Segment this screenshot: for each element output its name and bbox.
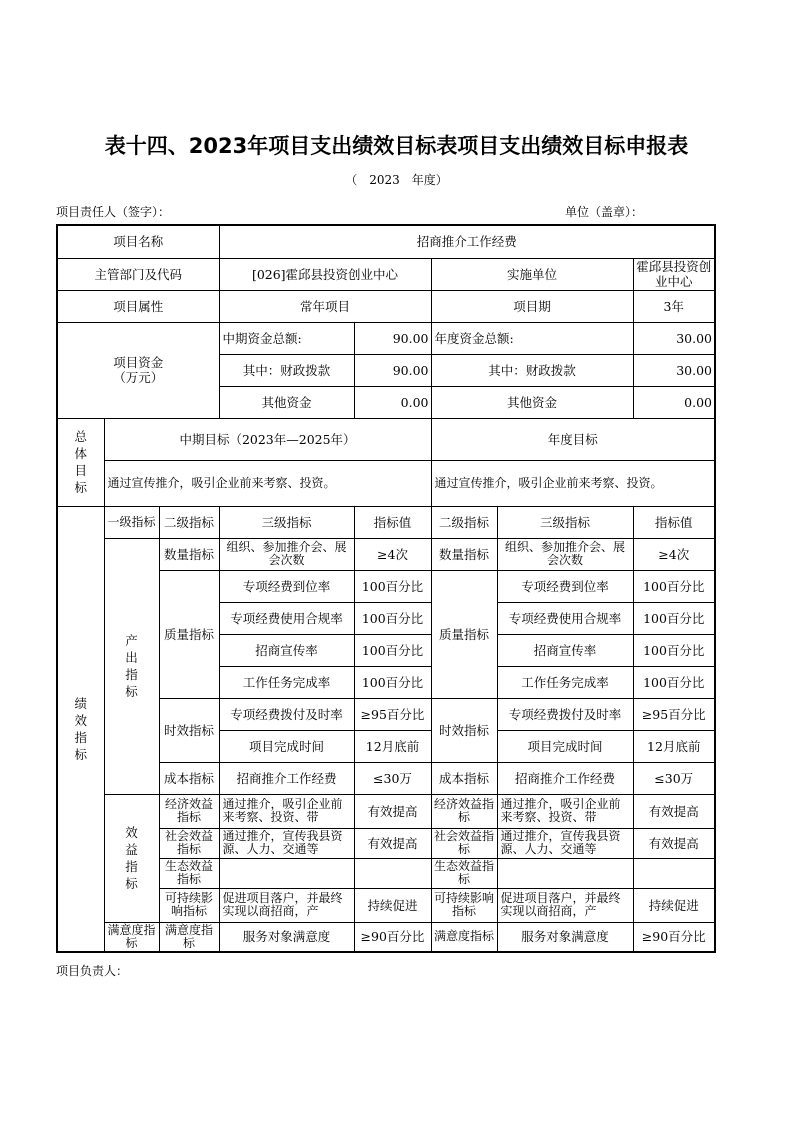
eco-name-empty	[219, 858, 354, 888]
e1-value-year: 有效提高	[633, 794, 715, 828]
m1-value: ≥90百分比	[354, 922, 431, 952]
performance-goal-table	[56, 224, 716, 953]
t2-name-year: 项目完成时间	[497, 730, 633, 762]
year-other-value: 0.00	[633, 386, 715, 418]
indicators-section-label: 绩效指标	[57, 506, 104, 952]
col-level2-header: 二级指标	[159, 506, 219, 538]
dept-label: 主管部门及代码	[57, 258, 219, 290]
social-label: 社会效益指标	[159, 828, 219, 858]
t1-value: ≥95百分比	[354, 698, 431, 730]
quantity-label-year: 数量指标	[431, 538, 497, 570]
t2-name: 项目完成时间	[219, 730, 354, 762]
funds-label	[57, 322, 219, 418]
satisfaction-indicator-label: 满意度指标	[104, 922, 159, 952]
t1-name-year: 专项经费拨付及时率	[497, 698, 633, 730]
mid-total-label: 中期资金总额:	[219, 322, 354, 354]
sustainable-label: 可持续影响指标	[159, 888, 219, 922]
s1-name: 通过推介，宣传我县资源、人力、交通等	[219, 828, 354, 858]
k4-name: 工作任务完成率	[219, 666, 354, 698]
col-level3-header: 三级指标	[219, 506, 354, 538]
page-title: 表十四、2023年项目支出绩效目标表项目支出绩效目标申报表	[104, 134, 689, 158]
p1-value: 持续促进	[354, 888, 431, 922]
mid-fiscal-label: 其中：财政拨款	[219, 354, 354, 386]
c1-value-year: ≤30万	[633, 762, 715, 794]
mid-fiscal-value: 90.00	[354, 354, 431, 386]
t1-value-year: ≥95百分比	[633, 698, 715, 730]
period-label: 项目期	[431, 290, 633, 322]
mid-goal-text: 通过宣传推介，吸引企业前来考察、投资。	[104, 460, 431, 506]
col-level3-header-year: 三级指标	[497, 506, 633, 538]
year-fiscal-label: 其中：财政拨款	[431, 354, 633, 386]
mid-total-value: 90.00	[354, 322, 431, 354]
attr-label: 项目属性	[57, 290, 219, 322]
period-value: 3年	[633, 290, 715, 322]
col-level2-header-year: 二级指标	[431, 506, 497, 538]
sustainable-label-year: 可持续影响指标	[431, 888, 497, 922]
k1-name: 专项经费到位率	[219, 570, 354, 602]
mid-goal-header: 中期目标（2023年—2025年）	[104, 418, 431, 460]
satisfaction-sub-label-year: 满意度指标	[431, 922, 497, 952]
k3-name-year: 招商宣传率	[497, 634, 633, 666]
col-value-header-year: 指标值	[633, 506, 715, 538]
q1-value-year: ≥4次	[633, 538, 715, 570]
q1-value: ≥4次	[354, 538, 431, 570]
col-level1-header: 一级指标	[104, 506, 159, 538]
q1-name-year: 组织、参加推介会、展会次数	[497, 538, 633, 570]
k2-name: 专项经费使用合规率	[219, 602, 354, 634]
year-other-label: 其他资金	[431, 386, 633, 418]
year-goal-text: 通过宣传推介，吸引企业前来考察、投资。	[431, 460, 715, 506]
year-goal-header: 年度目标	[431, 418, 715, 460]
year-total-value: 30.00	[633, 322, 715, 354]
t1-name: 专项经费拨付及时率	[219, 698, 354, 730]
year-fiscal-value: 30.00	[633, 354, 715, 386]
k1-value-year: 100百分比	[633, 570, 715, 602]
k1-value: 100百分比	[354, 570, 431, 602]
k3-value: 100百分比	[354, 634, 431, 666]
k3-value-year: 100百分比	[633, 634, 715, 666]
goals-section-label: 总体目标	[57, 418, 104, 506]
impl-unit-value: 霍邱县投资创业中心	[633, 258, 715, 290]
timeliness-label-year: 时效指标	[431, 698, 497, 762]
project-name-label: 项目名称	[57, 225, 219, 258]
e1-value: 有效提高	[354, 794, 431, 828]
quality-label-year: 质量指标	[431, 570, 497, 698]
ecological-label-year: 生态效益指标	[431, 858, 497, 888]
timeliness-label: 时效指标	[159, 698, 219, 762]
year-total-label: 年度资金总额:	[431, 322, 633, 354]
signer-label: 项目责任人（签字）：	[56, 205, 171, 219]
k3-name: 招商宣传率	[219, 634, 354, 666]
cost-label-year: 成本指标	[431, 762, 497, 794]
c1-name-year: 招商推介工作经费	[497, 762, 633, 794]
p1-name-year: 促进项目落户，并最终实现以商招商，产	[497, 888, 633, 922]
s1-value-year: 有效提高	[633, 828, 715, 858]
k4-value-year: 100百分比	[633, 666, 715, 698]
mid-other-value: 0.00	[354, 386, 431, 418]
p1-value-year: 持续促进	[633, 888, 715, 922]
e1-name-year: 通过推介，吸引企业前来考察、投资、带	[497, 794, 633, 828]
quantity-label: 数量指标	[159, 538, 219, 570]
col-value-header: 指标值	[354, 506, 431, 538]
k4-value: 100百分比	[354, 666, 431, 698]
satisfaction-sub-label: 满意度指标	[159, 922, 219, 952]
s1-value: 有效提高	[354, 828, 431, 858]
k4-name-year: 工作任务完成率	[497, 666, 633, 698]
attr-value: 常年项目	[219, 290, 431, 322]
cost-label: 成本指标	[159, 762, 219, 794]
year-subtitle: （ 2023 年度）	[345, 173, 448, 187]
eco-name-empty-year	[497, 858, 633, 888]
t2-value-year: 12月底前	[633, 730, 715, 762]
c1-name: 招商推介工作经费	[219, 762, 354, 794]
output-indicator-label: 产出指标	[104, 538, 159, 794]
m1-name: 服务对象满意度	[219, 922, 354, 952]
c1-value: ≤30万	[354, 762, 431, 794]
benefit-indicator-label: 效益指标	[104, 794, 159, 922]
ecological-label: 生态效益指标	[159, 858, 219, 888]
funds-label-line1: 项目资金	[113, 355, 164, 370]
k2-value-year: 100百分比	[633, 602, 715, 634]
dept-value: [026]霍邱县投资创业中心	[219, 258, 431, 290]
m1-value-year: ≥90百分比	[633, 922, 715, 952]
m1-name-year: 服务对象满意度	[497, 922, 633, 952]
t2-value: 12月底前	[354, 730, 431, 762]
project-leader-label: 项目负责人：	[56, 964, 129, 978]
economic-label: 经济效益指标	[159, 794, 219, 828]
e1-name: 通过推介，吸引企业前来考察、投资、带	[219, 794, 354, 828]
s1-name-year: 通过推介，宣传我县资源、人力、交通等	[497, 828, 633, 858]
social-label-year: 社会效益指标	[431, 828, 497, 858]
k2-value: 100百分比	[354, 602, 431, 634]
seal-label: 单位（盖章）：	[565, 205, 644, 219]
k2-name-year: 专项经费使用合规率	[497, 602, 633, 634]
mid-other-label: 其他资金	[219, 386, 354, 418]
project-name-value: 招商推介工作经费	[219, 225, 715, 258]
q1-name: 组织、参加推介会、展会次数	[219, 538, 354, 570]
quality-label: 质量指标	[159, 570, 219, 698]
eco-value-empty-year	[633, 858, 715, 888]
funds-label-line2: （万元）	[113, 370, 164, 385]
economic-label-year: 经济效益指标	[431, 794, 497, 828]
k1-name-year: 专项经费到位率	[497, 570, 633, 602]
p1-name: 促进项目落户，并最终实现以商招商，产	[219, 888, 354, 922]
eco-value-empty	[354, 858, 431, 888]
impl-unit-label: 实施单位	[431, 258, 633, 290]
